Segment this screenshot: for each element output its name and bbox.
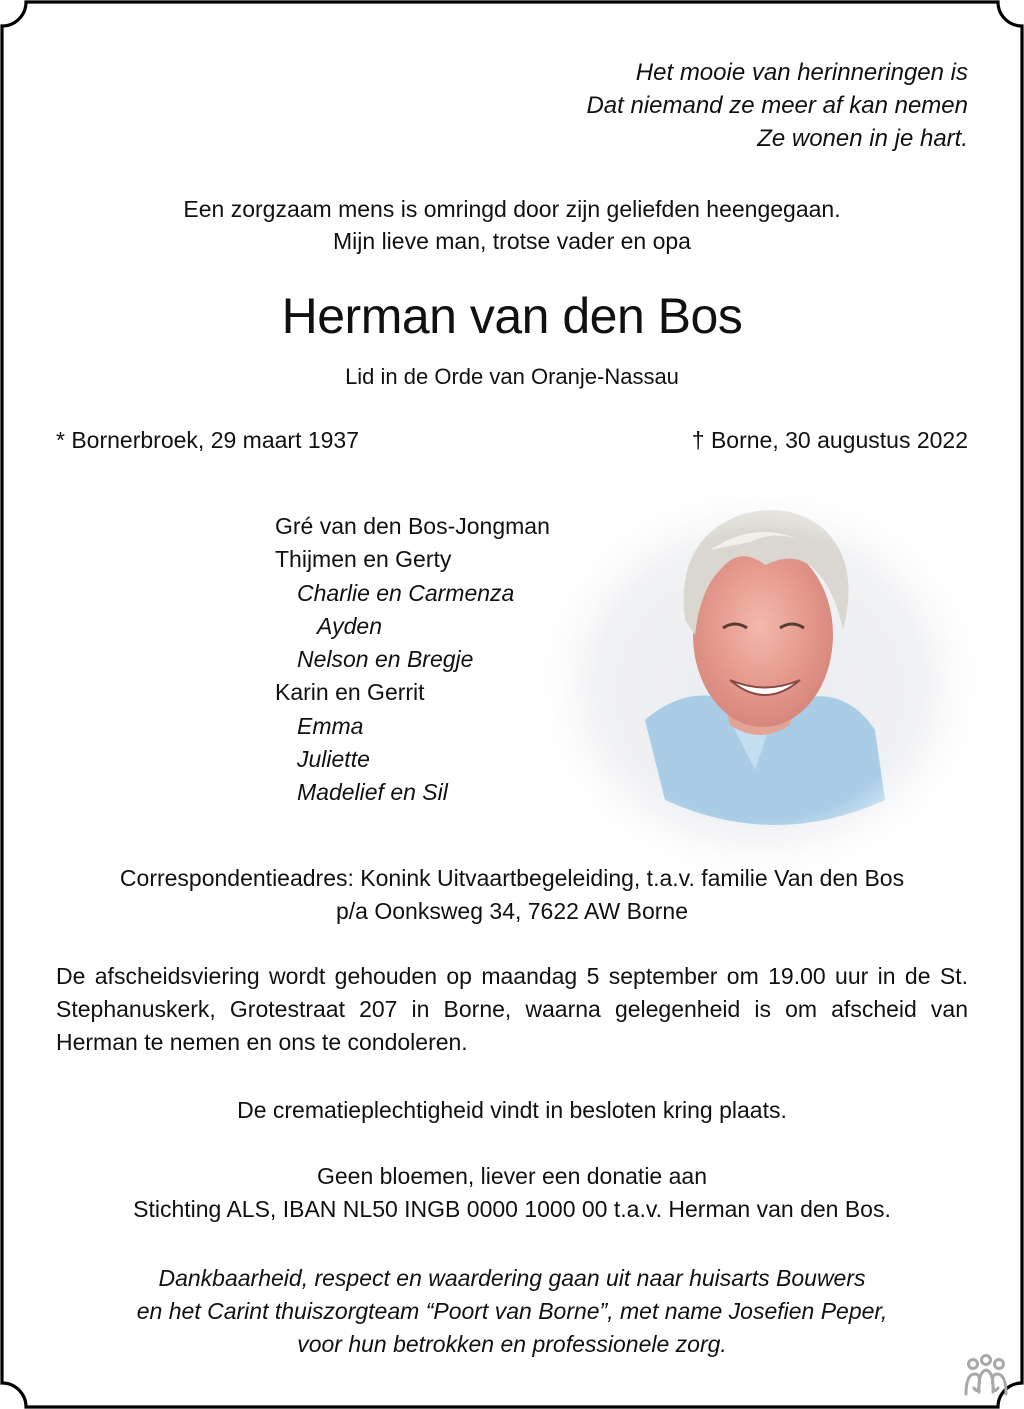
- family-member: Thijmen en Gerty: [275, 546, 452, 573]
- thanks-line: en het Carint thuiszorgteam “Poort van Borne”, met name Josefien Peper,: [136, 1298, 888, 1324]
- donation-info: [0, 1160, 1024, 1226]
- donation-line: Stichting ALS, IBAN NL50 INGB 0000 1000 00 t.a.v. Herman van den Bos.: [133, 1196, 891, 1222]
- intro-line: Een zorgzaam mens is omringd door zijn geliefden heengegaan.: [183, 196, 841, 222]
- deceased-name: Herman van den Bos: [281, 288, 743, 344]
- family-member: Charlie en Carmenza: [297, 579, 515, 606]
- birth-info: * Bornerbroek, 29 maart 1937: [56, 427, 360, 453]
- family-list: [275, 510, 550, 810]
- family-member: Nelson en Bregje: [297, 646, 474, 673]
- donation-line: Geen bloemen, liever een donatie aan: [316, 1163, 707, 1189]
- correspondence-line: Correspondentieadres: Konink Uitvaartbegeleiding, t.a.v. familie Van den Bos: [119, 865, 905, 891]
- portrait-photo: [525, 470, 995, 890]
- thanks-message: [0, 1262, 1024, 1361]
- motto-line: Dat niemand ze meer af kan nemen: [586, 92, 968, 119]
- family-member: Gré van den Bos-Jongman: [275, 513, 550, 539]
- people-group-icon: [962, 1352, 1010, 1400]
- family-member: Juliette: [297, 746, 370, 773]
- thanks-line: Dankbaarheid, respect en waardering gaan uit naar huisarts Bouwers: [158, 1265, 866, 1291]
- motto-line: Het mooie van herinneringen is: [635, 59, 968, 86]
- honor-title: Lid in de Orde van Oranje-Nassau: [345, 364, 679, 389]
- ceremony-info: De afscheidsviering wordt gehouden op maandag 5 september om 19.00 uur in de St. Stephanuskerk, Grotestraat 207 in Borne, waarna gelegenheid is om afscheid van Herman te nemen en ons te condoleren.: [56, 963, 968, 1055]
- motto-line: Ze wonen in je hart.: [757, 125, 968, 152]
- family-member: Karin en Gerrit: [275, 679, 425, 706]
- intro-text: [0, 193, 1024, 257]
- death-info: † Borne, 30 augustus 2022: [691, 427, 968, 453]
- family-member: Emma: [297, 712, 364, 739]
- cremation-info: De crematieplechtigheid vindt in besloten kring plaats.: [237, 1097, 787, 1123]
- thanks-line: voor hun betrokken en professionele zorg.: [297, 1331, 727, 1357]
- family-member: Ayden: [317, 612, 383, 639]
- correspondence-line: p/a Oonksweg 34, 7622 AW Borne: [335, 898, 689, 924]
- intro-line: Mijn lieve man, trotse vader en opa: [333, 228, 691, 254]
- family-member: Madelief en Sil: [297, 779, 448, 806]
- motto-poem: [586, 56, 968, 155]
- correspondence-address: [0, 862, 1024, 928]
